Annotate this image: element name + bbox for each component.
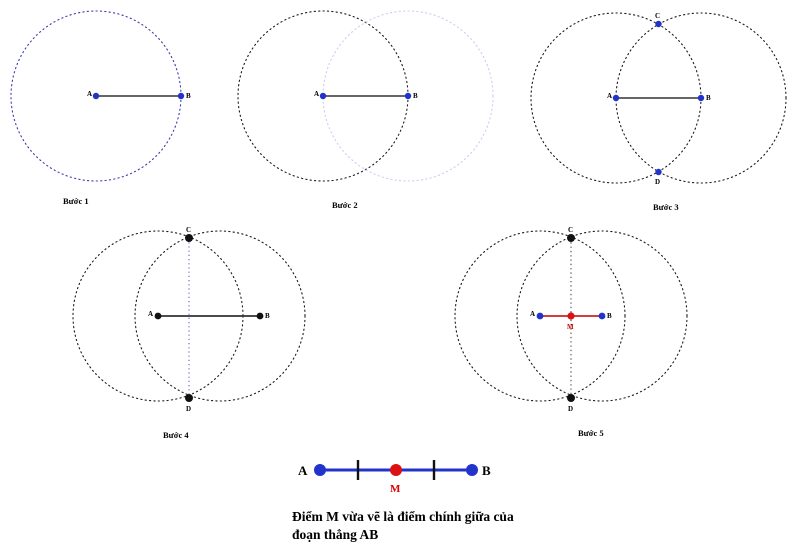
label-b: B — [607, 312, 612, 320]
point-d — [655, 169, 661, 175]
conclusion-line-2: đoạn thẳng AB — [292, 527, 379, 543]
label-d: D — [568, 405, 574, 413]
point-d — [567, 394, 575, 402]
step-4-diagram — [80, 228, 330, 420]
step-1-diagram — [8, 6, 198, 201]
point-b — [257, 313, 264, 320]
label-a: A — [148, 310, 154, 318]
point-a — [93, 93, 99, 99]
label-c: C — [568, 226, 574, 234]
label-a: A — [530, 310, 536, 318]
point-c — [185, 234, 193, 242]
point-b — [698, 95, 704, 101]
label-d: D — [186, 405, 192, 413]
label-b: B — [482, 463, 491, 478]
label-c: C — [655, 12, 661, 20]
point-a — [613, 95, 619, 101]
point-c — [567, 234, 575, 242]
caption-step-5: Bước 5 — [578, 428, 604, 438]
point-c — [655, 21, 661, 27]
point-d — [185, 394, 193, 402]
caption-step-3: Bước 3 — [653, 202, 679, 212]
conclusion-line-1: Điểm M vừa vẽ là điểm chính giữa của — [292, 509, 514, 524]
label-c: C — [186, 226, 192, 234]
point-a — [537, 313, 544, 320]
conclusion-text — [292, 508, 712, 544]
label-b: B — [706, 94, 711, 102]
caption-step-4: Bước 4 — [163, 430, 189, 440]
summary-segment-diagram — [282, 448, 502, 501]
point-m — [390, 464, 402, 476]
label-d: D — [655, 178, 661, 186]
label-a: A — [298, 463, 308, 478]
label-a: A — [87, 90, 93, 98]
label-b: B — [265, 312, 270, 320]
label-a: A — [607, 92, 613, 100]
point-b — [405, 93, 411, 99]
label-b: B — [186, 92, 191, 100]
point-b — [466, 464, 478, 476]
label-b: B — [413, 92, 418, 100]
step-2-diagram — [230, 6, 510, 201]
label-a: A — [314, 90, 320, 98]
point-m — [567, 312, 574, 319]
caption-step-2: Bước 2 — [332, 200, 358, 210]
point-a — [314, 464, 326, 476]
point-b — [178, 93, 184, 99]
point-b — [599, 313, 606, 320]
point-a — [155, 313, 162, 320]
point-a — [320, 93, 326, 99]
caption-step-1: Bước 1 — [63, 196, 89, 206]
label-m: M — [390, 483, 401, 495]
step-3-diagram — [556, 6, 796, 204]
step-5-diagram — [462, 228, 712, 420]
label-m: M — [567, 323, 574, 331]
